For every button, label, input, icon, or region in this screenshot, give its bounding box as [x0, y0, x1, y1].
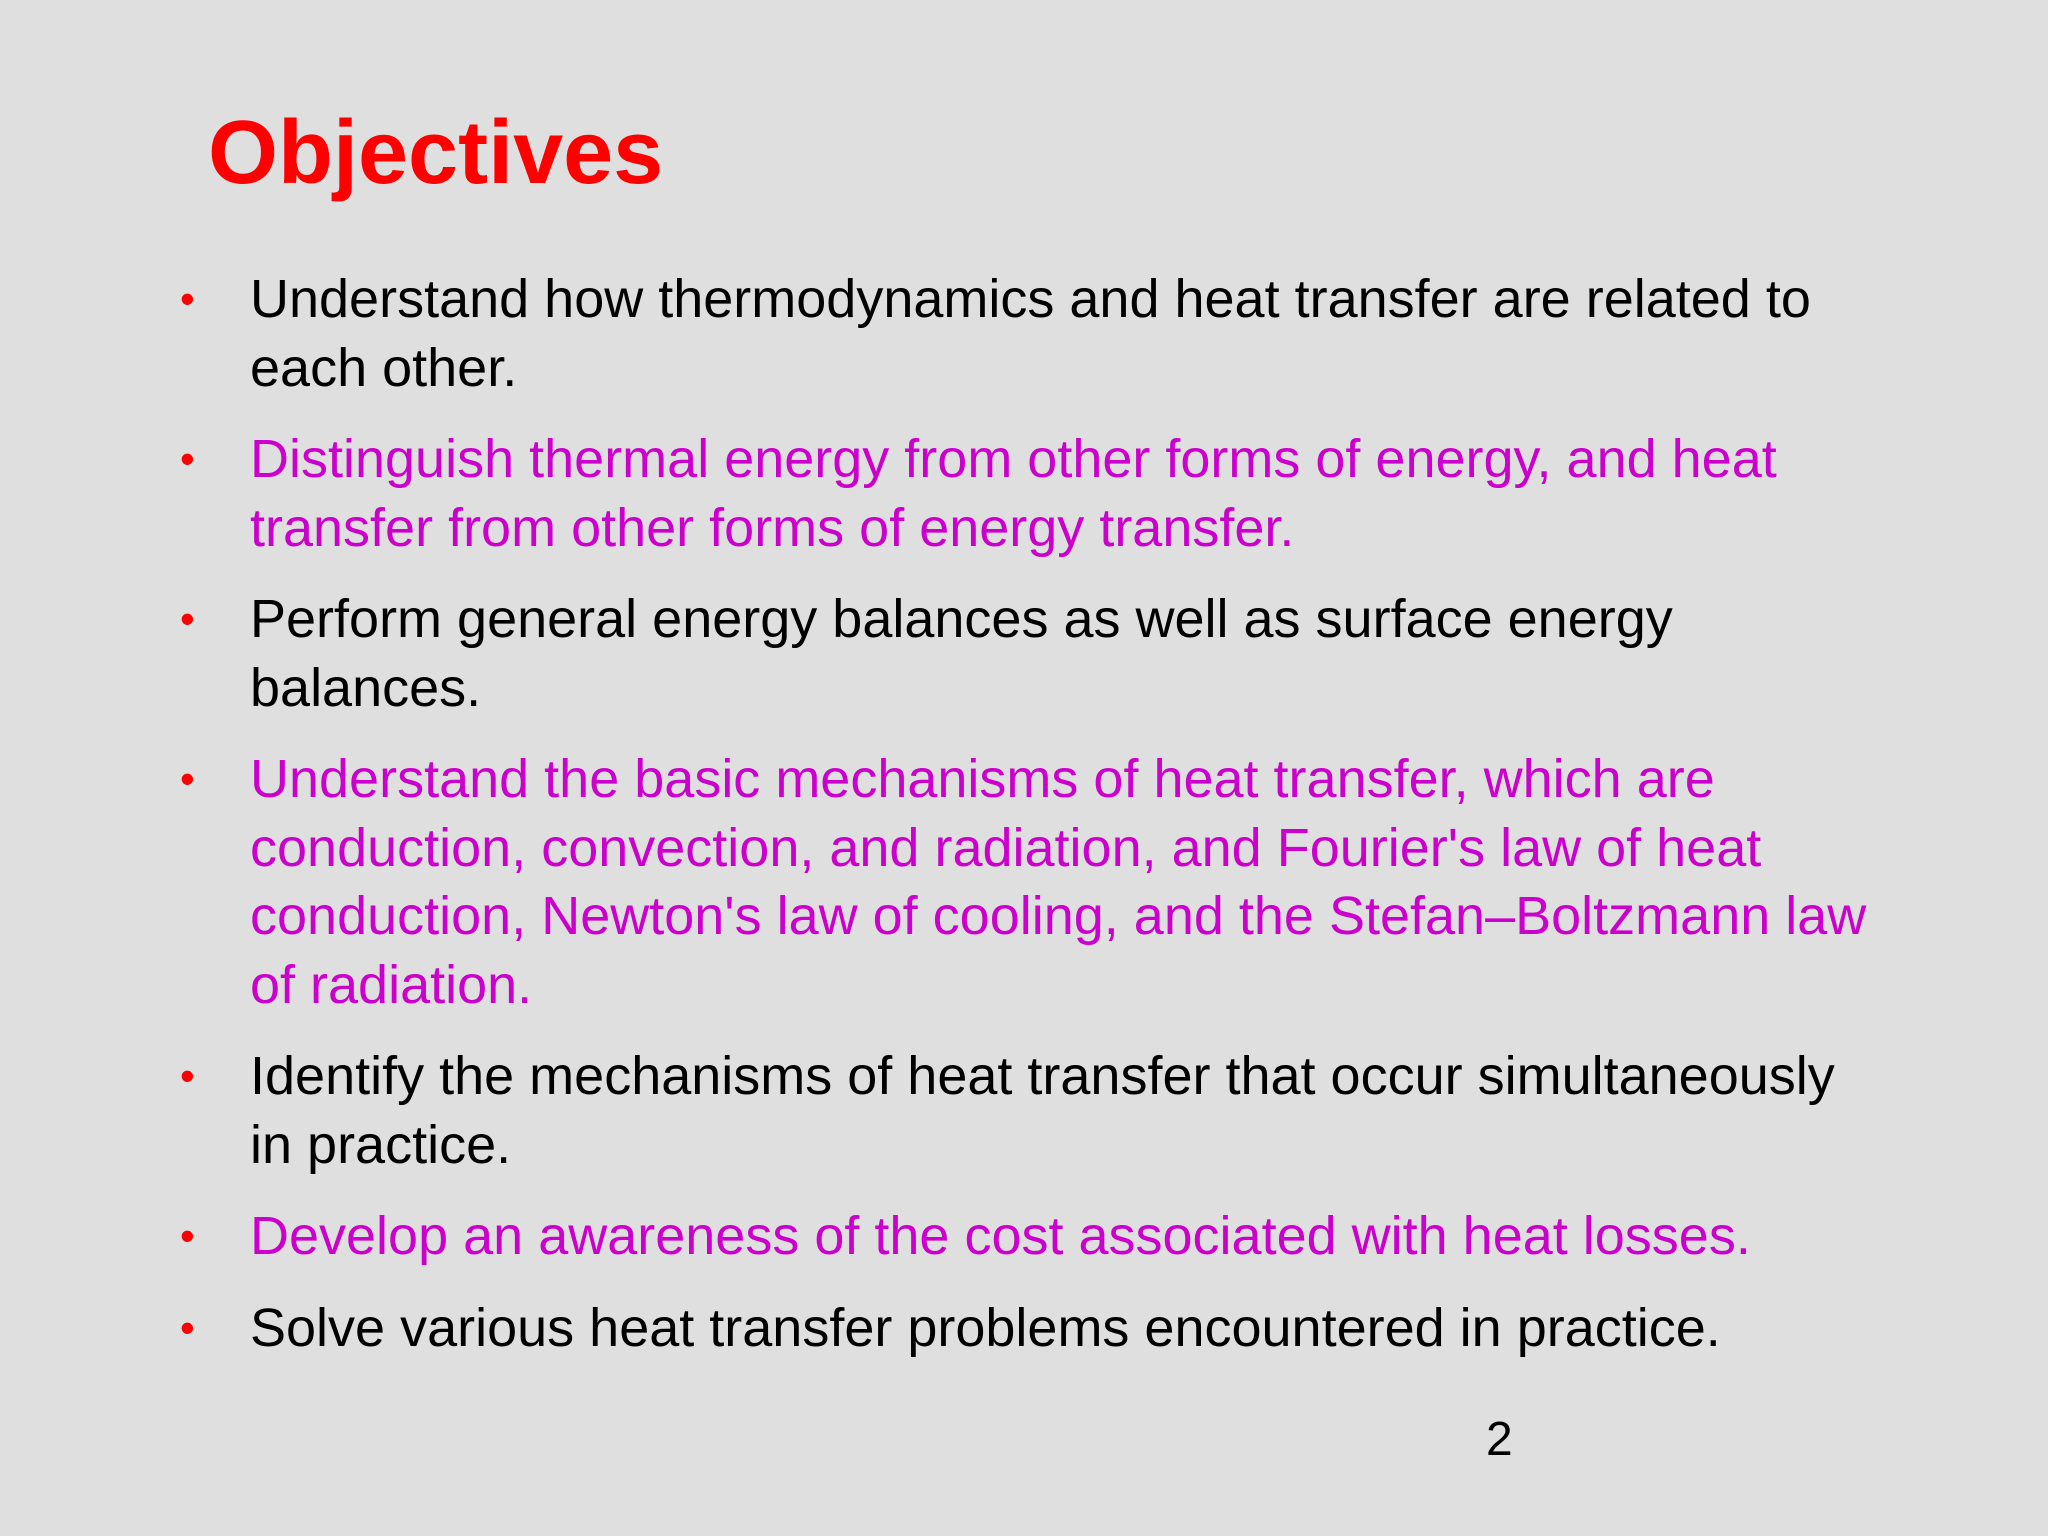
bullet-text: Develop an awareness of the cost associated with heat losses.	[250, 1206, 1751, 1266]
bullet-marker: •	[180, 595, 195, 642]
bullet-item	[180, 745, 1890, 1019]
bullet-marker: •	[180, 755, 195, 802]
bullet-marker: •	[180, 1303, 195, 1351]
bullet-item	[180, 1202, 1890, 1271]
bullet-text: Perform general energy balances as well as surface energy balances.	[250, 589, 1673, 718]
bullet-marker: •	[180, 1212, 195, 1259]
bullet-item	[180, 1294, 1890, 1363]
bullet-marker: •	[180, 435, 195, 482]
bullet-item	[180, 1042, 1890, 1179]
bullet-text: Solve various heat transfer problems encountered in practice.	[250, 1297, 1721, 1358]
bullet-item	[180, 585, 1890, 722]
bullet-marker: •	[180, 275, 195, 322]
objectives-list	[180, 265, 1890, 1385]
bullet-text: Identify the mechanisms of heat transfer that occur simultaneously in practice.	[250, 1046, 1835, 1175]
bullet-item	[180, 265, 1890, 402]
slide-title: Objectives	[208, 103, 664, 203]
bullet-text: Distinguish thermal energy from other forms of energy, and heat transfer from other forms of energy transfer.	[250, 429, 1777, 558]
bullet-marker: •	[180, 1052, 195, 1099]
page-number: 2	[1486, 1413, 1513, 1466]
bullet-item	[180, 425, 1890, 562]
bullet-text: Understand the basic mechanisms of heat transfer, which are conduction, convection, and radiation, and Fourier's law of heat conduction, Newton's law of cooling, and the Stefan–Boltzmann law of radiation.	[250, 749, 1867, 1015]
bullet-text: Understand how thermodynamics and heat transfer are related to each other.	[250, 269, 1811, 398]
